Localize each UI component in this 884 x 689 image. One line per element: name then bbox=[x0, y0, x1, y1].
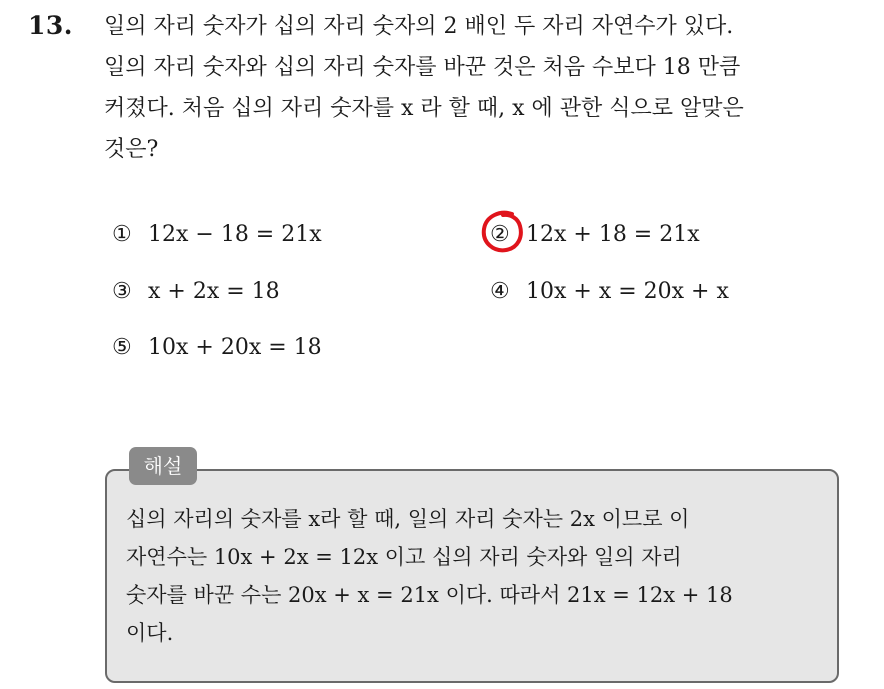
solution-line: 자연수는 10x + 2x = 12x 이고 십의 자리 숫자와 일의 자리 bbox=[126, 545, 682, 569]
question-line: 커졌다. 처음 십의 자리 숫자를 x 라 할 때, x 에 관한 식으로 알맞은 bbox=[104, 96, 744, 121]
question-line: 일의 자리 숫자가 십의 자리 숫자의 2 배인 두 자리 자연수가 있다. bbox=[104, 14, 734, 39]
question-text bbox=[104, 6, 874, 170]
solution-text bbox=[126, 500, 826, 652]
choice-number: ① bbox=[112, 222, 132, 247]
question-line: 일의 자리 숫자와 십의 자리 숫자를 바꾼 것은 처음 수보다 18 만큼 bbox=[104, 55, 741, 80]
choice-equation: 12x − 18 = 21x bbox=[148, 222, 322, 247]
choice-1[interactable] bbox=[112, 220, 322, 250]
choice-equation: 12x + 18 = 21x bbox=[526, 222, 700, 247]
question-line: 것은? bbox=[104, 137, 159, 162]
solution-line: 이다. bbox=[126, 621, 174, 645]
choice-number: ⑤ bbox=[112, 335, 132, 360]
choice-4[interactable] bbox=[490, 277, 729, 307]
choice-number: ③ bbox=[112, 279, 132, 304]
choice-equation: 10x + 20x = 18 bbox=[148, 335, 322, 360]
solution-line: 십의 자리의 숫자를 x라 할 때, 일의 자리 숫자는 2x 이므로 이 bbox=[126, 507, 690, 531]
solution-label: 해설 bbox=[129, 447, 197, 485]
choice-number: ② bbox=[490, 222, 510, 247]
choice-3[interactable] bbox=[112, 277, 280, 307]
solution-line: 숫자를 바꾼 수는 20x + x = 21x 이다. 따라서 21x = 12x + 18 bbox=[126, 583, 733, 607]
choice-5[interactable] bbox=[112, 333, 322, 363]
answer-circle-mark bbox=[478, 207, 526, 257]
choice-number: ④ bbox=[490, 279, 510, 304]
choice-equation: x + 2x = 18 bbox=[148, 279, 280, 304]
choice-equation: 10x + x = 20x + x bbox=[526, 279, 729, 304]
question-number: 13. bbox=[28, 11, 73, 40]
